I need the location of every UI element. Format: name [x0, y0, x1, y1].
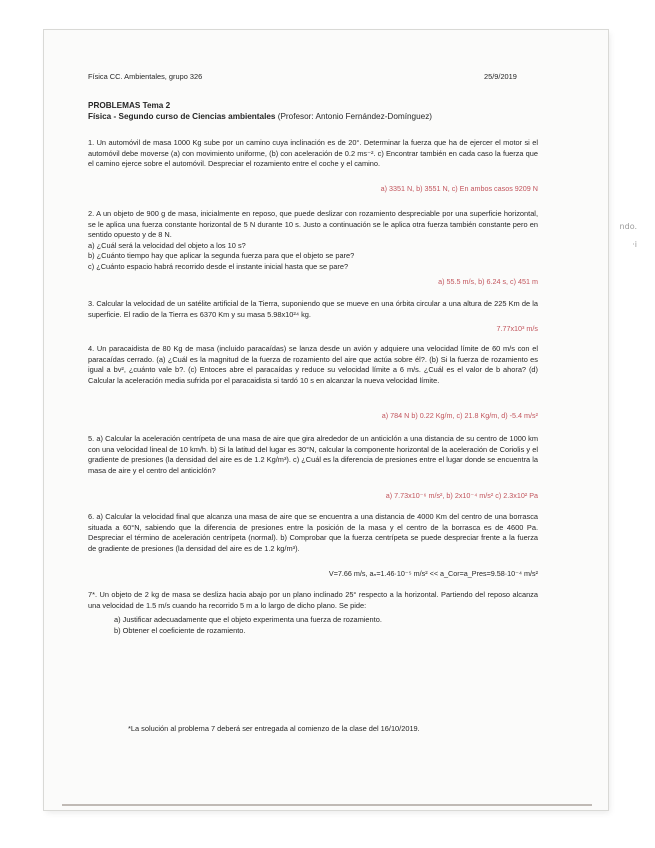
footer-note: *La solución al problema 7 deberá ser entregada al comienzo de la clase del 16/10/2019. [128, 724, 420, 733]
problem-4 [88, 344, 538, 386]
subtitle-bold: Física - Segundo curso de Ciencias ambientales [88, 112, 276, 121]
problem-item: b) ¿Cuánto tiempo hay que aplicar la segunda fuerza para que el objeto se pare? [88, 251, 355, 261]
problem-1-answer: a) 3351 N, b) 3551 N, c) En ambos casos 9209 N [380, 184, 538, 193]
problem-3-answer: 7.77x10³ m/s [496, 324, 538, 333]
problem-text: 3. Calcular la velocidad de un satélite artificial de la Tierra, suponiendo que se mueve en una órbita circular a una altura de 225 Km de la superficie. El radio de la Tierra es 6370 Km y su masa 5.98x10²⁴ kg. [88, 299, 538, 319]
problem-3 [88, 299, 538, 320]
problem-4-answer: a) 784 N b) 0.22 Kg/m, c) 21.8 Kg/m, d) -5.4 m/s² [381, 411, 538, 420]
problem-text: 7*. Un objeto de 2 kg de masa se desliza hacia abajo por un plano inclinado 25° respecto a la horizontal. Partiendo del reposo alcanza una velocidad de 1.5 m/s cuando ha recorrido 5 m a lo largo de dicho plano. Se pide: [88, 590, 538, 610]
problem-1 [88, 138, 538, 170]
problem-text: 4. Un paracaidista de 80 Kg de masa (incluido paracaídas) se lanza desde un avión y adquiere una velocidad límite de 60 m/s con el paracaídas cerrado. (a) ¿Cuál es la magnitud de la fuerza de rozamiento del aire que actúa sobre él?. (b) Si la fuerza de rozamiento es igual a bv², ¿cuánto vale b?. (c) Entoces abre el paracaídas y reduce su velocidad límite a 6 m/s. ¿Cuál es el valor de b ahora? (d) Calcular la aceleración media sufrida por el paracaidista si tardó 10 s en alcanzar la nueva velocidad límite. [88, 344, 538, 385]
problem-7 [88, 590, 538, 636]
problem-item: c) ¿Cuánto espacio habrá recorrido desde el instante inicial hasta que se pare? [88, 261, 349, 271]
problem-text: 1. Un automóvil de masa 1000 Kg sube por un camino cuya inclinación es de 20°. Determinar la fuerza que ha de ejercer el motor si el automóvil debe moverse (a) con movimiento uniforme, (b) con aceleración de 0.2 ms⁻². c) Encontrar también en cada caso la fuerza que el camino ejerce sobre el automóvil. Despreciar el rozamiento entre el coche y el camino. [88, 138, 538, 169]
problem-item: a) Justificar adecuadamente que el objeto experimenta una fuerza de rozamiento. [114, 615, 382, 625]
problem-2-answer: a) 55.5 m/s, b) 6.24 s, c) 451 m [438, 277, 538, 286]
problem-item: b) Obtener el coeficiente de rozamiento. [114, 625, 246, 635]
problem-6-answer: V=7.66 m/s, aₙ=1.46·10⁻⁵ m/s² << a_Cor=a_Pres=9.58·10⁻⁴ m/s² [328, 569, 538, 578]
problem-item: a) ¿Cuál será la velocidad del objeto a los 10 s? [88, 240, 246, 250]
margin-mark: ·i [632, 240, 637, 249]
scan-edge-line [62, 804, 592, 806]
problem-6 [88, 512, 538, 554]
page-subtitle [88, 112, 432, 123]
subtitle-rest: (Profesor: Antonio Fernández-Domínguez) [275, 112, 433, 121]
problem-text: 5. a) Calcular la aceleración centrípeta de una masa de aire que gira alrededor de un anticiclón a una distancia de su centro de 1000 km con una velocidad lineal de 10 km/h. b) Si la latitud del lugar es 30°N, calcular la componente horizontal de la aceleración de Coriolis y el gradiente de presiones (la densidad del aire es de 1.2 Kg/m³). c) ¿Cuál es la diferencia de presiones entre el lugar donde se encuentra la masa de aire y el centro del anticiclón? [88, 434, 538, 475]
problem-text: 2. A un objeto de 900 g de masa, inicialmente en reposo, que puede deslizar con rozamiento despreciable por una superficie horizontal, se le aplica una fuerza constante horizontal de 5 N durante 10 s. Justo a continuación se le aplica otra fuerza también constante pero en sentido opuesto y de 8 N. [88, 209, 538, 240]
date-header: 25/9/2019 [484, 72, 517, 81]
problem-text: 6. a) Calcular la velocidad final que alcanza una masa de aire que se encuentra a una distancia de 4000 Km del centro de una borrasca situada a 60°N, sabiendo que la diferencia de presiones entre la posición de la masa y el centro de la borrasca es de 4600 Pa. Despreciar el término de aceleración centrípeta (normal). b) Comprobar que la fuerza centrípeta se puede despreciar frente a la fuerza de gradiente de presiones (la densidad del aire es de 1.2 kg/m³). [88, 512, 538, 553]
page-title: PROBLEMAS Tema 2 [88, 101, 171, 110]
problem-2 [88, 209, 538, 273]
problem-7-items [114, 615, 538, 636]
problem-5-answer: a) 7.73x10⁻⁶ m/s², b) 2x10⁻⁴ m/s² c) 2.3x10² Pa [385, 491, 538, 500]
problem-5 [88, 434, 538, 476]
margin-mark: ndo. [619, 222, 637, 231]
course-header: Física CC. Ambientales, grupo 326 [88, 72, 203, 81]
